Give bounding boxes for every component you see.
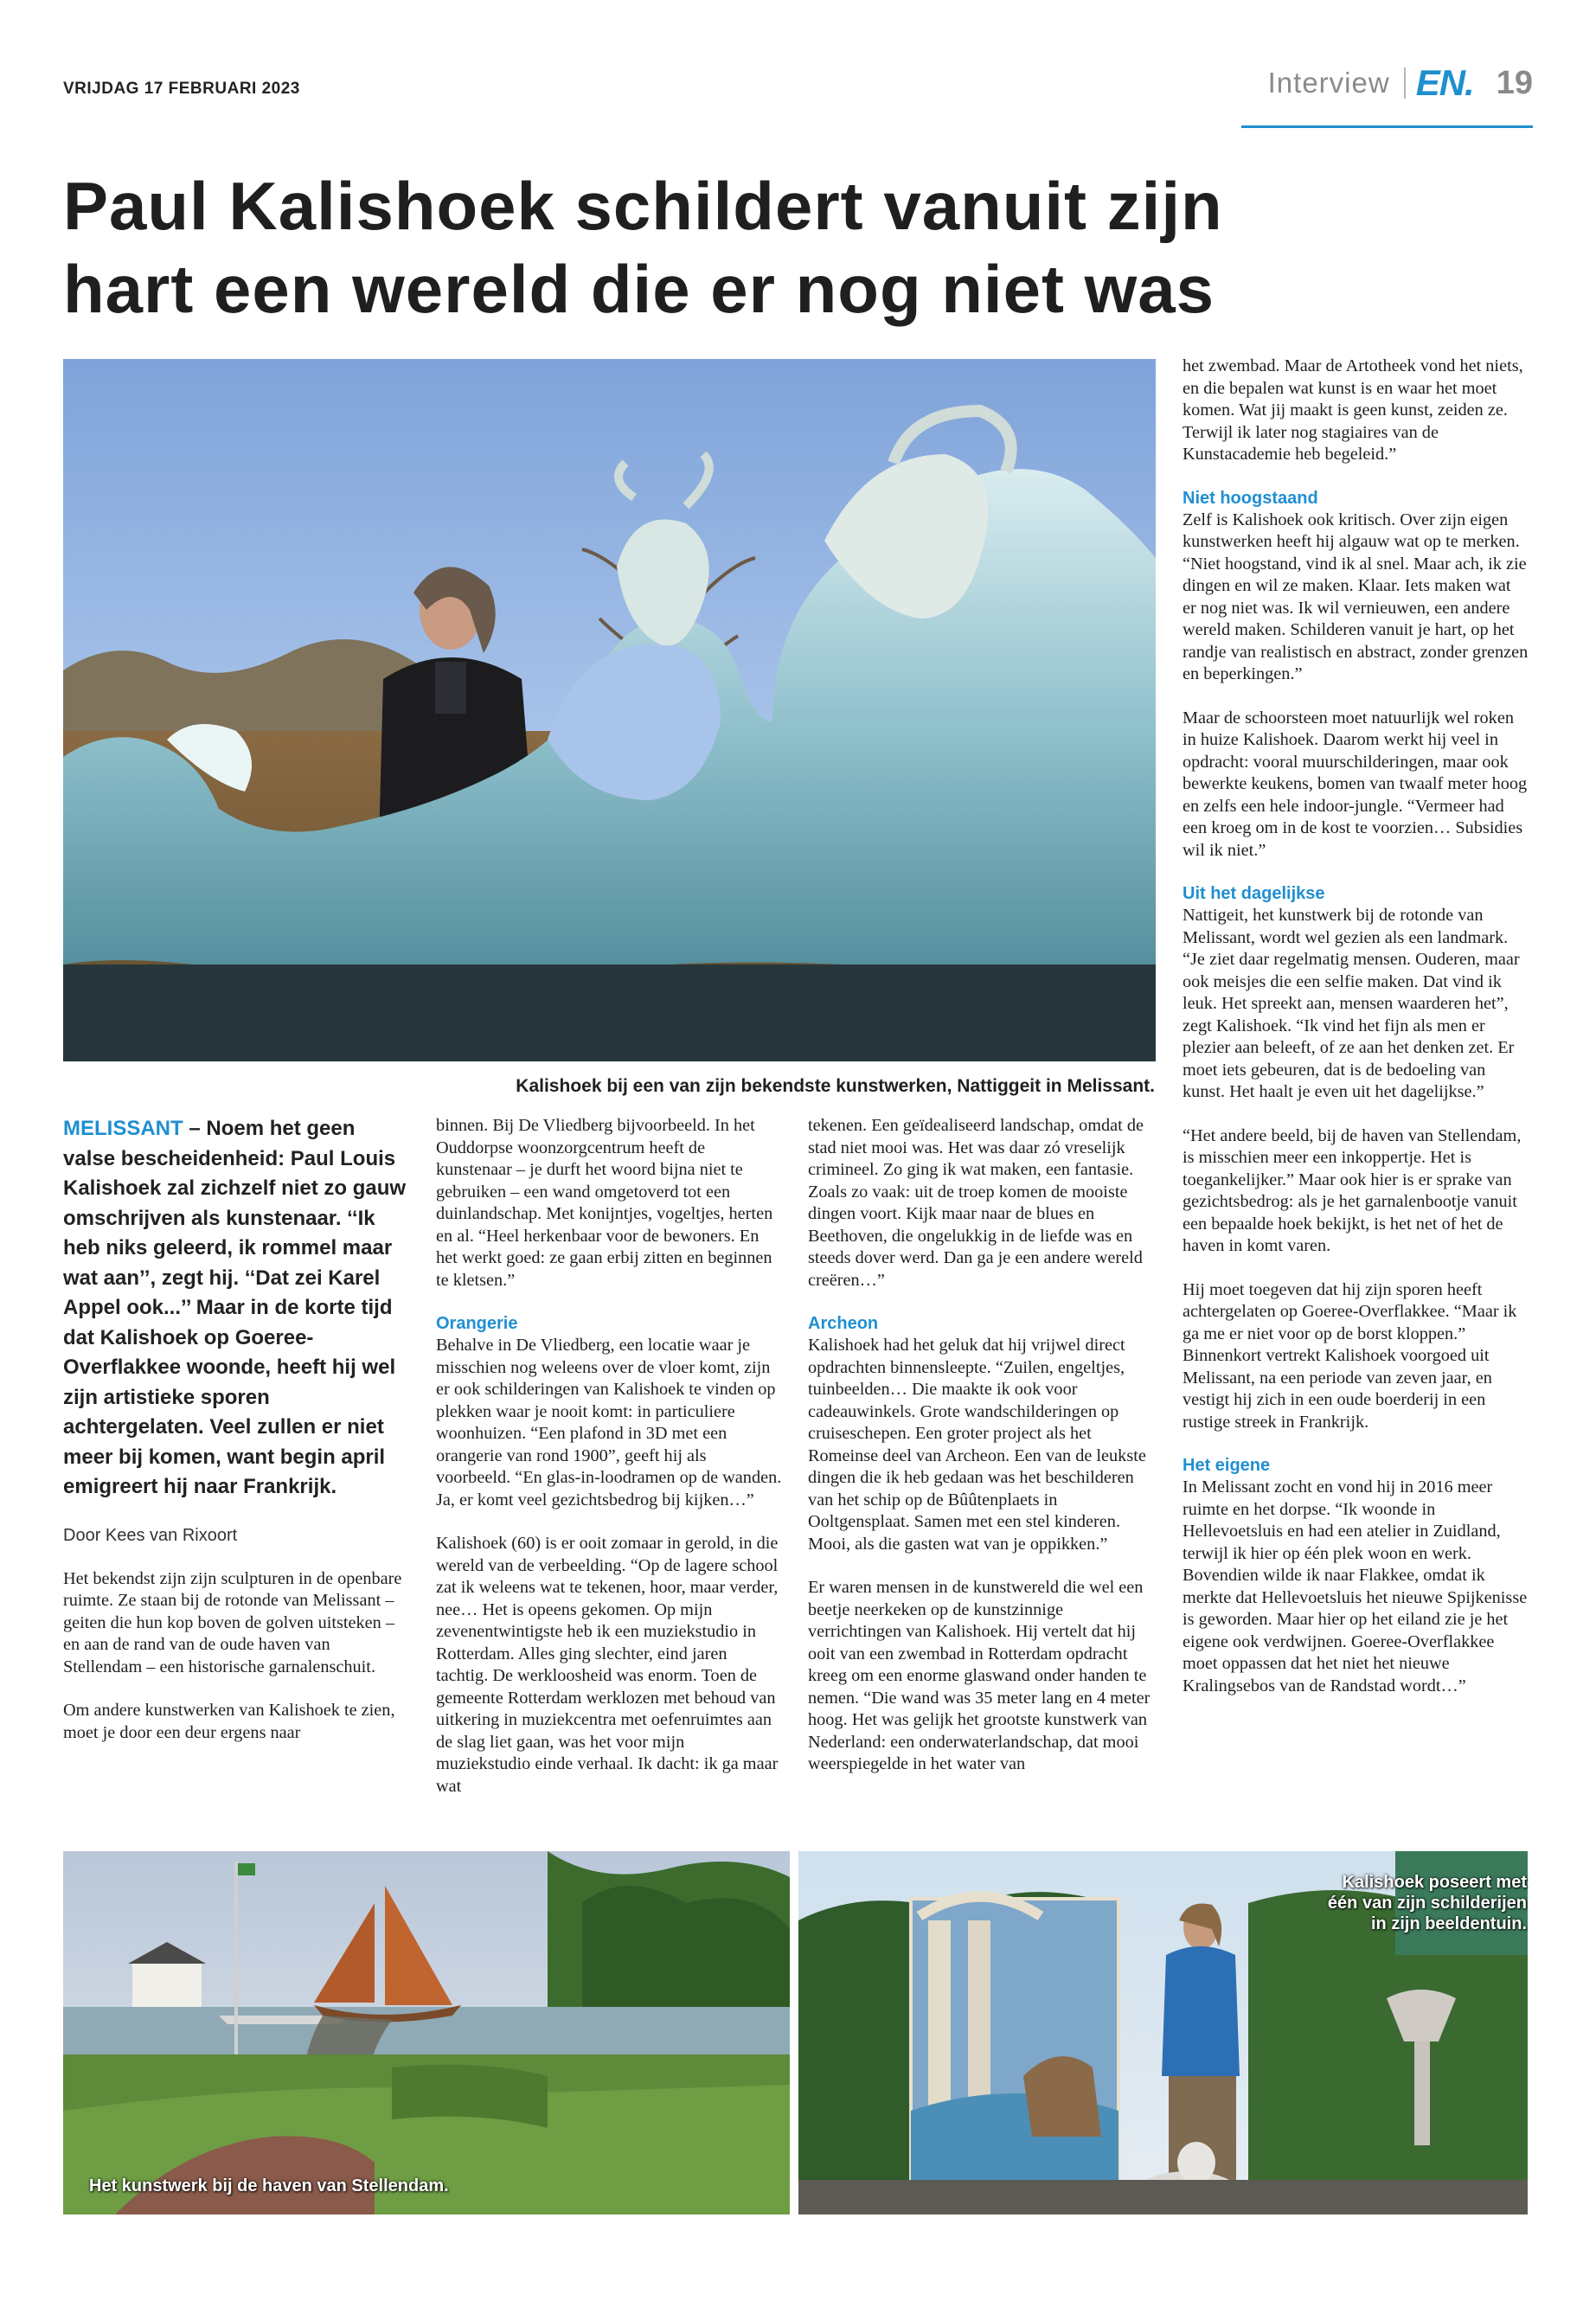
- issue-date: VRIJDAG 17 FEBRUARI 2023: [63, 80, 300, 98]
- main-photo-sculpture: [63, 359, 1156, 1061]
- article-column-4: [1183, 356, 1529, 1697]
- harbor-photo-illustration: [63, 1851, 790, 2214]
- headline-line-2: hart een wereld die er nog niet was: [63, 251, 1215, 327]
- article-column-3: [808, 1115, 1154, 1776]
- body-paragraph: In Melissant zocht en vond hij in 2016 meer ruimte en het dorpse. “Ik woonde in Hellevoetsluis en had een atelier in Zuidland, terwijl ik hier op één plek woon en werk. Bovendien wilde ik naar Flakkee, omdat ik merkte dat Hellevoetsluis het nieuwe Spijkenisse is geworden. Maar hier op het eiland zie je het eigene ook verdwijnen. Goeree-Overflakkee moet oppassen dat het niet het nieuwe Kralingsebos van de Randstad wordt…”: [1183, 1477, 1528, 1695]
- page-header: [1268, 62, 1533, 104]
- subheading-het-eigene: Het eigene: [1183, 1456, 1271, 1475]
- headline: [63, 164, 1274, 330]
- garden-caption-line-3: in zijn beeldentuin.: [1371, 1914, 1527, 1933]
- body-paragraph: Behalve in De Vliedberg, een locatie waar je misschien nog weleens over de vloer komt, zijn er ook schilderingen van Kalishoek te vinden op plekken waar je nooit komt: in particuliere woonhuizen. “Een plafond in 3D met een orangerie van rond 1900”, geeft hij als voorbeeld. “En glas-in-loodramen op de wanden. Ja, er komt veel gezichtsbedrog bij kijken…”: [436, 1336, 782, 1509]
- newspaper-logo: EN.: [1415, 62, 1474, 103]
- article-column-1: [63, 1114, 409, 1744]
- body-paragraph: Kalishoek had het geluk dat hij vrijwel direct opdrachten binnensleepte. “Zuilen, engeltjes, tuinbeelden… Die maakte ik ook voor cadeauwinkels. Grote wandschilderingen op cruiseschepen. Een groter project als het Romeinse deel van Archeon. Een van de leukste dingen die ik heb gedaan was het beschilderen van het schip op de Bûûtenplaets in Ooltgensplaat. Samen met een stel kinderen. Mooi, als die gasten wat van je oppikken.”: [808, 1336, 1146, 1554]
- subheading-niet-hoogstaand: Niet hoogstaand: [1183, 488, 1318, 508]
- garden-photo-caption: [1267, 1872, 1527, 1934]
- photo-harbor-artwork: [63, 1851, 790, 2214]
- body-paragraph: Kalishoek (60) is er ooit zomaar in gerold, in die wereld van de verbeelding. “Op de lagere school zat ik weleens wat te tekenen, hoor, maar verder, nee… Het is opeens gekomen. Op mijn zevenentwintigste heb ik een muziekstudio in Rotterdam. Alles ging slechter, eind jaren tachtig. De werkloosheid was enorm. Toen de gemeente Rotterdam werklozen met behoud van uitkering in muziekcentra met oefenruimtes aan de slag liet gaan, was het voor mijn muziekstudio einde verhaal. Ik dacht: ik ga maar wat: [436, 1534, 779, 1796]
- lead-text: – Noem het geen valse bescheidenheid: Paul Louis Kalishoek zal zichzelf niet zo gauw omschrijven als kunstenaar. ‘‘Ik heb niks geleerd, ik rommel maar wat aan’’, zegt hij. ‘‘Dat zei Karel Appel ook...’’ Maar in de korte tijd dat Kalishoek op Goeree-Overflakkee woonde, heeft hij wel zijn artistieke sporen achtergelaten. Veel zullen er niet meer bij komen, want begin april emigreert hij naar Frankrijk.: [63, 1117, 407, 1498]
- body-paragraph: “Het andere beeld, bij de haven van Stellendam, is misschien meer een inkoppertje. Het is toegankelijker.” Maar ook hier is er sprake van gezichtsbedrog: als je het garnalenbootje vanuit een bepaalde hoek bekijkt, is het net of het de haven in komt varen.: [1183, 1125, 1522, 1255]
- body-paragraph: Hij moet toegeven dat hij zijn sporen heeft achtergelaten op Goeree-Overflakkee. “Maar ik ga me er niet voor op de borst kloppen.” Binnenkort vertrekt Kalishoek voorgoed uit Melissant, na een periode van zeven jaar, en vestigt hij zich in een oude boerderij in een rustige streek in Frankrijk.: [1183, 1279, 1517, 1432]
- header-rule: [1241, 125, 1533, 128]
- page-number: 19: [1496, 64, 1533, 101]
- body-paragraph: Nattigeit, het kunstwerk bij de rotonde van Melissant, wordt wel gezien als een landmark. “Je ziet daar regelmatig mensen. Ouderen, maar ook meisjes die een selfie maken. Dat vind ik leuk. Het spreekt aan, mensen waarderen het”, zegt Kalishoek. “Ik vind het fijn als men er plezier aan beleeft, of ze aan het denken zet. Er moet iets gebeuren, dat is de bedoeling van kunst. Het haalt je even uit het dagelijkse.”: [1183, 906, 1520, 1101]
- body-paragraph: binnen. Bij De Vliedberg bijvoorbeeld. In het Ouddorpse woonzorgcentrum heeft de kunstenaar – je durft het woord bijna niet te gebruiken – een wand omgetoverd tot een duinlandschap. Met konijntjes, vogeltjes, herten en al. “Heel herkenbaar voor de bewoners. En het werkt goed: ze gaan erbij zitten en beginnen te kletsen.”: [436, 1116, 773, 1290]
- harbor-photo-caption: Het kunstwerk bij de haven van Stellendam.: [89, 2176, 449, 2195]
- subheading-archeon: Archeon: [808, 1314, 879, 1333]
- main-photo-illustration: [63, 359, 1156, 1061]
- body-paragraph: het zwembad. Maar de Artotheek vond het niets, en die bepalen wat kunst is en waar het moet komen. Wat jij maakt is geen kunst, zeiden ze. Terwijl ik later nog stagiaires van de Kunstacademie heb begeleid.”: [1183, 356, 1523, 464]
- article-column-2: [436, 1115, 782, 1798]
- headline-line-1: Paul Kalishoek schildert vanuit zijn: [63, 168, 1223, 244]
- garden-caption-line-2: één van zijn schilderijen: [1327, 1894, 1527, 1913]
- body-paragraph: Er waren mensen in de kunstwereld die wel een beetje neerkeken op de kunstzinnige verrichtingen van Kalishoek. Hij vertelt dat hij ooit van een zwembad in Rotterdam opdracht kreeg om een enorme glaswand onder handen te nemen. “Die wand was 35 meter lang en 4 meter hoog. Het was gelijk het grootste kunstwerk van Nederland: een onderwaterlandschap, dat mooi weerspiegelde in het water van: [808, 1578, 1151, 1773]
- garden-caption-line-1: Kalishoek poseert met: [1342, 1873, 1527, 1892]
- main-photo-caption: Kalishoek bij een van zijn bekendste kunstwerken, Nattiggeit in Melissant.: [516, 1076, 1155, 1096]
- body-paragraph: Maar de schoorsteen moet natuurlijk wel roken in huize Kalishoek. Daarom werkt hij veel in opdracht: vooral muurschilderingen, maar ook bewerkte keukens, bomen van twaalf meter hoog en zelfs een hele indoor-jungle. “Vermeer had een kroeg om in de kost te voorzien… Subsidies wil ik niet.”: [1183, 708, 1528, 860]
- section-label: Interview: [1267, 67, 1390, 99]
- subheading-uit-het-dagelijkse: Uit het dagelijkse: [1183, 884, 1325, 903]
- subheading-orangerie: Orangerie: [436, 1314, 518, 1333]
- dateline-place: MELISSANT: [63, 1117, 183, 1140]
- body-paragraph: tekenen. Een geïdealiseerd landschap, omdat de stad niet mooi was. Het was daar zó vreselijk crimineel. Zo ging ik wat maken, een fantasie. Zoals zo vaak: uit de troep komen de mooiste dingen voort. Kijk maar naar de blues en Beethoven, die ongelukkig in de liefde was en steeds dover werd. Dan ga je een andere wereld creëren…”: [808, 1116, 1144, 1290]
- header-divider: [1404, 67, 1406, 99]
- lead-paragraph: [63, 1114, 409, 1503]
- body-paragraph: Om andere kunstwerken van Kalishoek te zien, moet je door een deur ergens naar: [63, 1701, 395, 1742]
- byline: Door Kees van Rixoort: [63, 1525, 238, 1545]
- body-paragraph: Zelf is Kalishoek ook kritisch. Over zijn eigen kunstwerken heeft hij algauw wat op te merken. “Niet hoogstand, vind ik al snel. Maar ach, ik zie dingen en wil ze maken. Klaar. Iets maken wat er nog niet was. Ik wil vernieuwen, een andere wereld maken. Schilderen vanuit je hart, op het randje van realistisch en abstract, zonder grenzen en beperkingen.”: [1183, 510, 1529, 683]
- body-paragraph: Het bekendst zijn zijn sculpturen in de openbare ruimte. Ze staan bij de rotonde van Melissant – geiten die hun kop boven de golven uitsteken – en aan de rand van de oude haven van Stellendam – een historische garnalenschuit.: [63, 1568, 402, 1676]
